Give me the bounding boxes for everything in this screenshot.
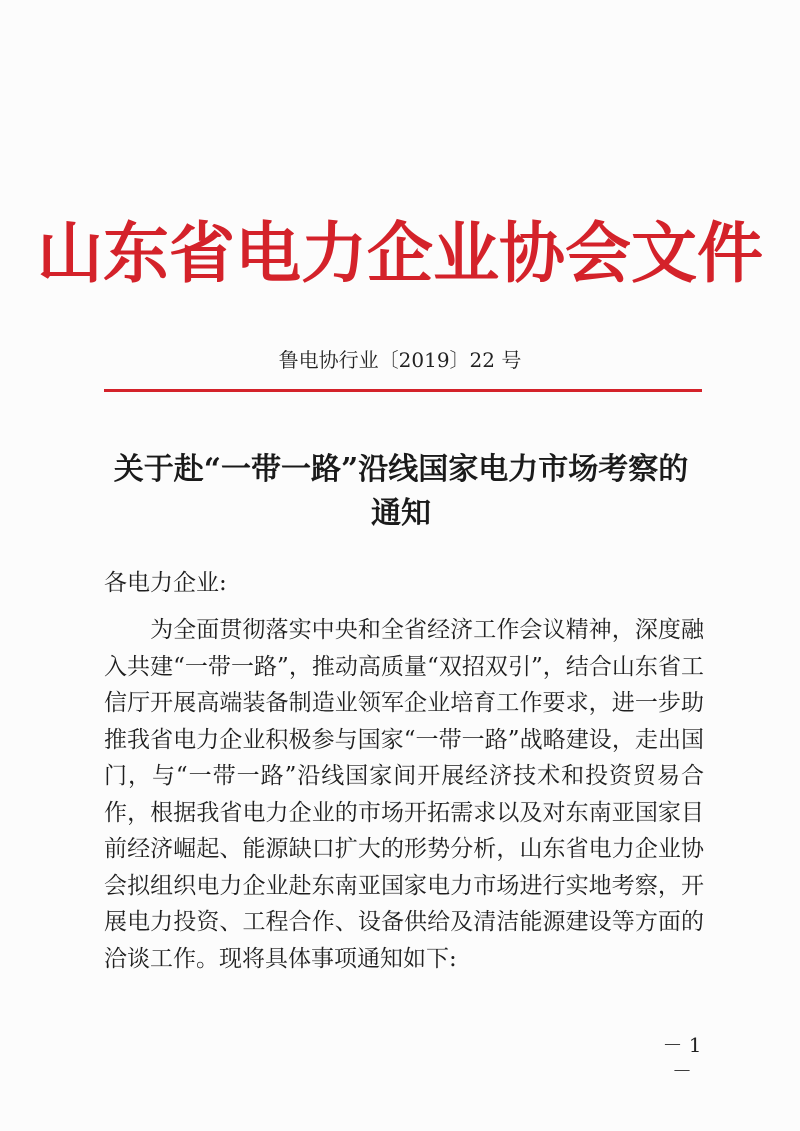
salutation: 各电力企业: xyxy=(104,570,227,596)
page-number: － 1 － xyxy=(662,1033,702,1083)
red-separator-line xyxy=(104,389,702,392)
document-title-line-2: 通知 xyxy=(371,496,431,531)
document-title xyxy=(96,448,706,536)
issuing-organization-title: 山东省电力企业协会文件 xyxy=(37,214,763,292)
document-number: 鲁电协行业〔2019〕22 号 xyxy=(278,348,522,372)
body-paragraph-container xyxy=(104,612,704,977)
body-paragraph: 为全面贯彻落实中央和全省经济工作会议精神，深度融入共建“一带一路”，推动高质量“双招双引”，结合山东省工信厅开展高端装备制造业领军企业培育工作要求，进一步助推我省电力企业积极参与国家“一带一路”战略建设，走出国门，与“一带一路”沿线国家间开展经济技术和投资贸易合作，根据我省电力企业的市场开拓需求以及对东南亚国家目前经济崛起、能源缺口扩大的形势分析，山东省电力企业协会拟组织电力企业赴东南亚国家电力市场进行实地考察，开展电力投资、工程合作、设备供给及清洁能源建设等方面的洽谈工作。现将具体事项通知如下: xyxy=(104,617,704,972)
document-title-line-1: 关于赴“一带一路”沿线国家电力市场考察的 xyxy=(113,452,689,487)
